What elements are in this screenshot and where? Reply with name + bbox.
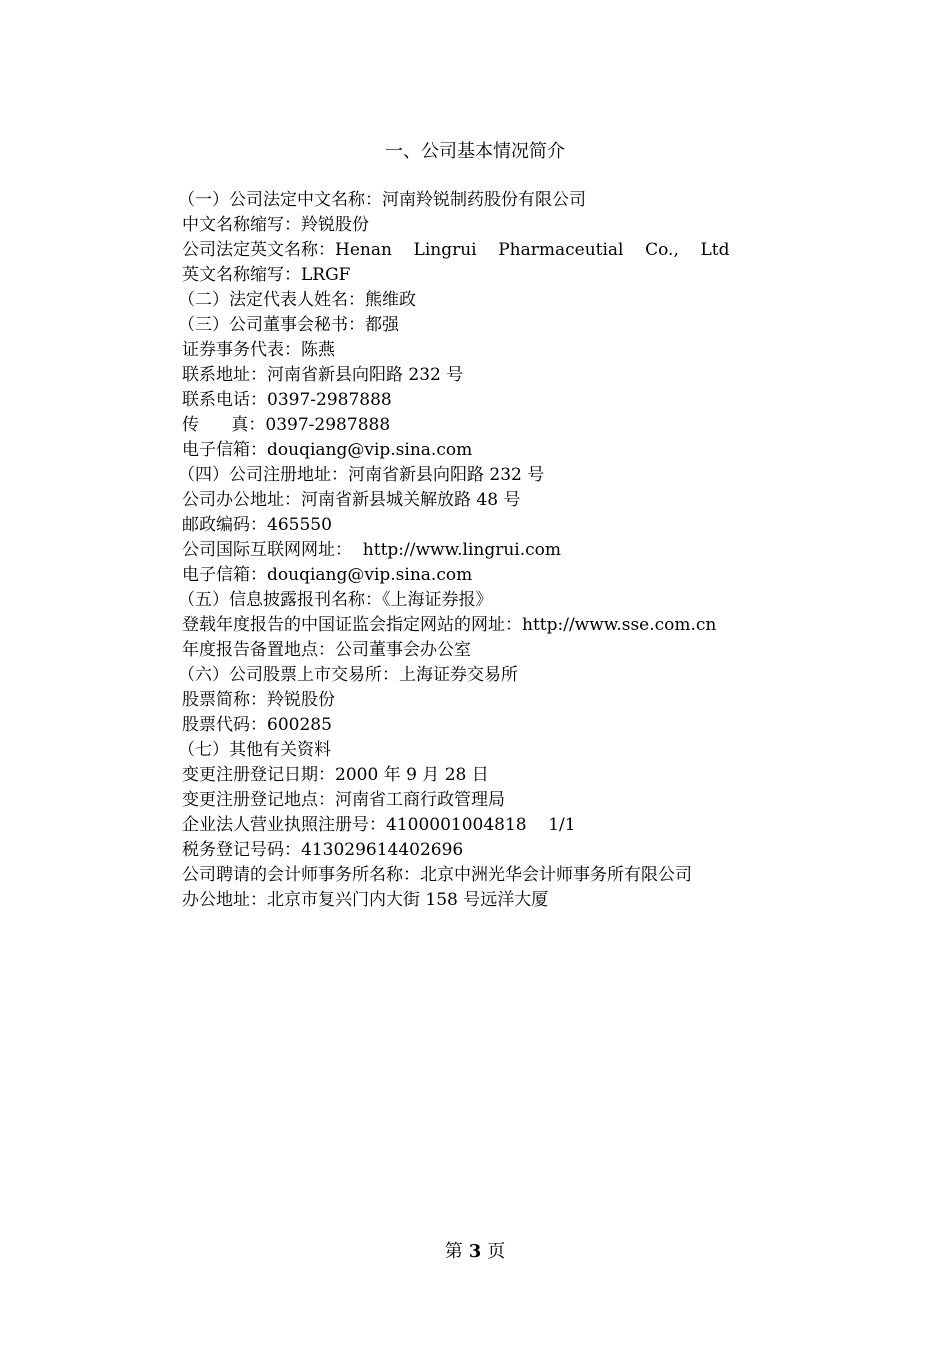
info-line-business-license-number: 企业法人营业执照注册号：4100001004818 1/1 — [182, 815, 576, 835]
info-line-registration-change-date: 变更注册登记日期：2000 年 9 月 28 日 — [182, 765, 489, 785]
info-line-stock-exchange: （六）公司股票上市交易所：上海证券交易所 — [178, 665, 518, 685]
info-line-accounting-firm: 公司聘请的会计师事务所名称：北京中洲光华会计师事务所有限公司 — [182, 865, 692, 885]
company-info-list — [178, 188, 802, 913]
info-line-legal-chinese-name: （一）公司法定中文名称：河南羚锐制药股份有限公司 — [178, 190, 586, 210]
footer-prefix: 第 — [444, 1241, 463, 1262]
section-title: 一、公司基本情况简介 — [385, 141, 565, 162]
info-line-legal-english-name: 公司法定英文名称：Henan Lingrui Pharmaceutial Co., Ltd — [182, 240, 730, 260]
info-line-other-info-heading: （七）其他有关资料 — [178, 740, 331, 760]
info-line-disclosure-newspaper: （五）信息披露报刊名称：《上海证券报》 — [178, 590, 493, 610]
footer-suffix: 页 — [487, 1241, 506, 1262]
info-line-accounting-firm-address: 办公地址：北京市复兴门内大街 158 号远洋大厦 — [182, 890, 549, 910]
info-line-postal-code: 邮政编码：465550 — [182, 515, 332, 535]
info-line-csrc-website: 登载年度报告的中国证监会指定网站的网址：http://www.sse.com.cn — [182, 615, 717, 635]
info-line-fax: 传 真：0397-2987888 — [182, 415, 391, 435]
info-line-tax-registration-number: 税务登记号码：413029614402696 — [182, 840, 464, 860]
info-line-contact-phone: 联系电话：0397-2987888 — [182, 390, 392, 410]
info-line-chinese-abbreviation: 中文名称缩写：羚锐股份 — [182, 215, 369, 235]
info-line-legal-representative: （二）法定代表人姓名：熊维政 — [178, 290, 416, 310]
info-line-english-abbreviation: 英文名称缩写：LRGF — [182, 265, 351, 285]
info-line-email-2: 电子信箱：douqiang@vip.sina.com — [182, 565, 473, 585]
info-line-securities-representative: 证券事务代表：陈燕 — [182, 340, 335, 360]
info-line-office-address: 公司办公地址：河南省新县城关解放路 48 号 — [182, 490, 521, 510]
page-footer — [0, 1239, 950, 1265]
info-line-contact-address: 联系地址：河南省新县向阳路 232 号 — [182, 365, 464, 385]
info-line-registered-address: （四）公司注册地址：河南省新县向阳路 232 号 — [178, 465, 545, 485]
info-line-board-secretary: （三）公司董事会秘书：都强 — [178, 315, 399, 335]
info-line-stock-short-name: 股票简称：羚锐股份 — [182, 690, 335, 710]
info-line-registration-change-place: 变更注册登记地点：河南省工商行政管理局 — [182, 790, 505, 810]
info-line-website: 公司国际互联网网址： http://www.lingrui.com — [182, 540, 562, 560]
page-number: 3 — [468, 1241, 482, 1262]
info-line-email: 电子信箱：douqiang@vip.sina.com — [182, 440, 473, 460]
info-line-report-location: 年度报告备置地点：公司董事会办公室 — [182, 640, 471, 660]
info-line-stock-code: 股票代码：600285 — [182, 715, 332, 735]
